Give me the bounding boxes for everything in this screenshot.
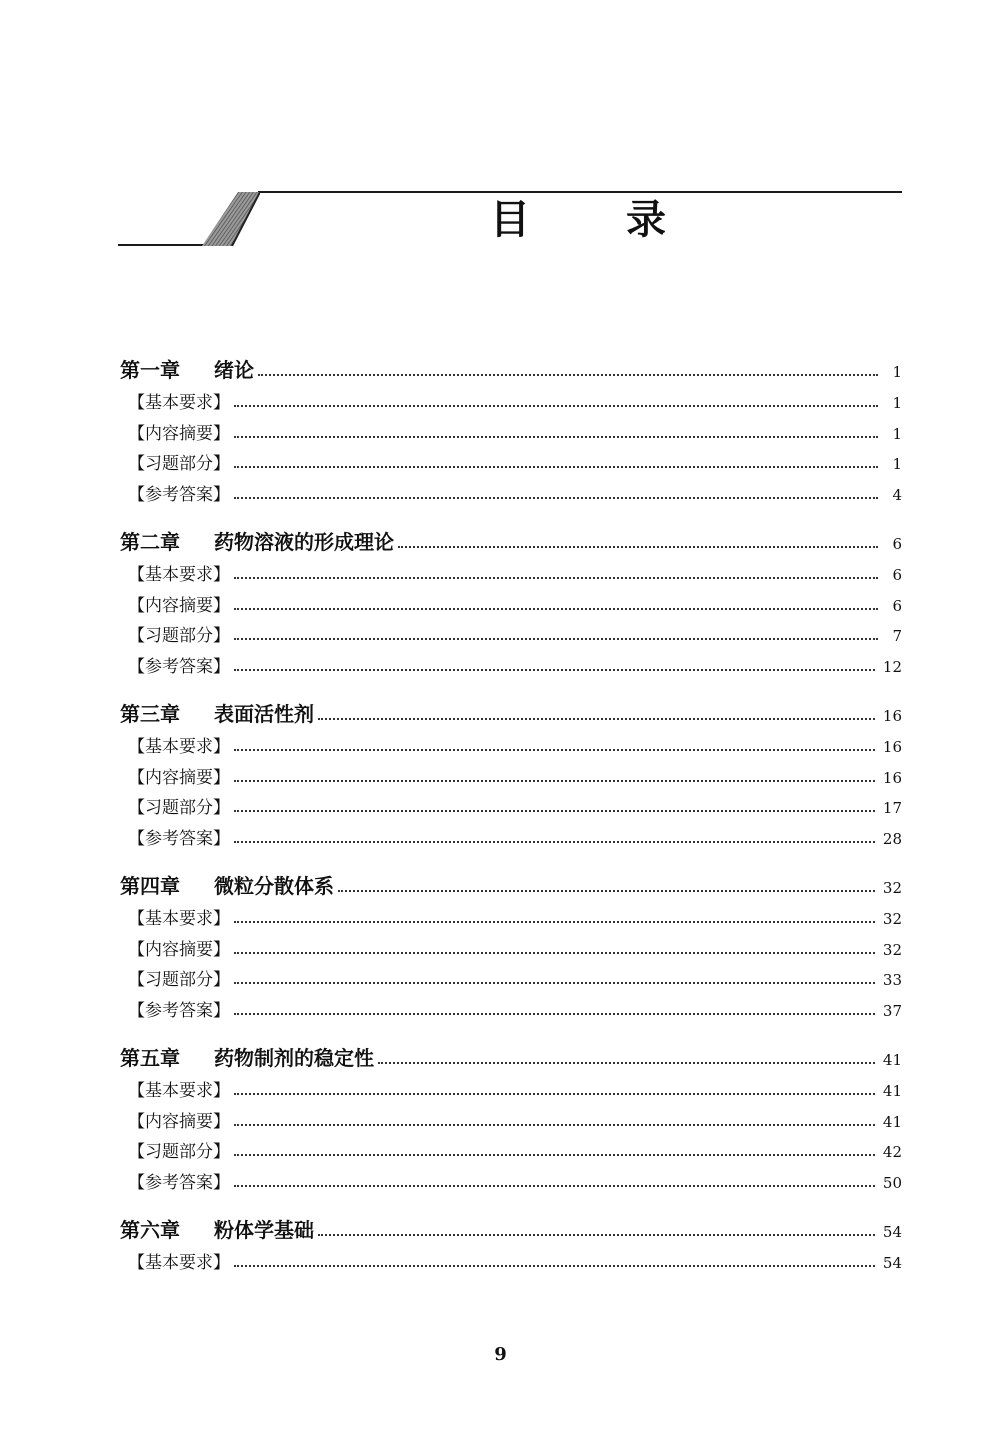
- dot-leader: [234, 780, 875, 782]
- dot-leader: [318, 1234, 875, 1236]
- chapter-title: 表面活性剂: [214, 702, 314, 726]
- dot-leader: [234, 1013, 875, 1015]
- dot-leader: [234, 810, 875, 812]
- chapter-number: 第五章: [120, 1046, 180, 1070]
- section-page-number: 16: [882, 738, 902, 756]
- dot-leader: [234, 1124, 875, 1126]
- dot-leader: [234, 982, 875, 984]
- section-label: 【基本要求】: [128, 393, 230, 413]
- chapter-title: 药物制剂的稳定性: [214, 1046, 374, 1070]
- chapter-title: 药物溶液的形成理论: [214, 530, 394, 554]
- section-label: 【内容摘要】: [128, 939, 230, 960]
- section-label: 【参考答案】: [128, 1172, 230, 1193]
- section-page-number: 50: [882, 1173, 902, 1192]
- dot-leader: [234, 921, 875, 923]
- dot-leader: [234, 405, 878, 407]
- toc-section[interactable]: [120, 621, 902, 652]
- section-page-number: 33: [882, 971, 902, 989]
- section-label: 【基本要求】: [128, 909, 230, 929]
- section-page-number: 16: [882, 768, 902, 787]
- dot-leader: [234, 497, 878, 499]
- section-page-number: 32: [882, 940, 902, 959]
- section-label: 【内容摘要】: [128, 595, 230, 616]
- toc-chapter-3[interactable]: [120, 698, 902, 732]
- section-page-number: 1: [892, 394, 902, 412]
- toc-section[interactable]: [120, 480, 902, 511]
- chapter-number: 第六章: [120, 1218, 180, 1242]
- section-label: 【基本要求】: [128, 1081, 230, 1101]
- chapter-title: 微粒分散体系: [214, 874, 334, 898]
- toc-chapter-6[interactable]: [120, 1214, 902, 1248]
- toc-section[interactable]: [120, 388, 902, 419]
- header-bottom-rule: [118, 244, 208, 246]
- toc-section[interactable]: [120, 1248, 902, 1279]
- toc-chapter-2[interactable]: [120, 526, 902, 560]
- hatched-slash-mark: [198, 192, 260, 246]
- section-page-number: 1: [892, 455, 902, 473]
- section-page-number: 12: [882, 657, 902, 676]
- toc-section[interactable]: [120, 996, 902, 1027]
- toc-chapter-1[interactable]: [120, 354, 902, 388]
- dot-leader: [234, 1185, 875, 1187]
- section-page-number: 1: [892, 424, 902, 443]
- chapter-page-number: 16: [882, 707, 902, 725]
- toc-section[interactable]: [120, 419, 902, 450]
- section-label: 【参考答案】: [128, 484, 230, 505]
- toc-section[interactable]: [120, 793, 902, 824]
- chapter-number: 第二章: [120, 530, 180, 554]
- toc-section[interactable]: [120, 935, 902, 966]
- dot-leader: [258, 374, 878, 376]
- dot-leader: [234, 638, 878, 640]
- chapter-page-number: 6: [892, 535, 902, 553]
- dot-leader: [234, 1154, 875, 1156]
- section-label: 【内容摘要】: [128, 423, 230, 444]
- toc-section[interactable]: [120, 1107, 902, 1138]
- section-label: 【习题部分】: [128, 454, 230, 474]
- dot-leader: [234, 1093, 875, 1095]
- chapter-page-number: 54: [882, 1223, 902, 1241]
- section-page-number: 28: [882, 829, 902, 848]
- section-page-number: 37: [882, 1001, 902, 1020]
- table-of-contents: [120, 354, 902, 1279]
- section-page-number: 4: [892, 485, 902, 504]
- section-page-number: 6: [892, 566, 902, 584]
- toc-section[interactable]: [120, 449, 902, 480]
- chapter-number: 第四章: [120, 874, 180, 898]
- section-page-number: 41: [882, 1082, 902, 1100]
- toc-chapter-5[interactable]: [120, 1042, 902, 1076]
- dot-leader: [234, 466, 878, 468]
- dot-leader: [378, 1062, 875, 1064]
- section-label: 【习题部分】: [128, 798, 230, 818]
- dot-leader: [234, 669, 875, 671]
- toc-chapter-4[interactable]: [120, 870, 902, 904]
- section-label: 【基本要求】: [128, 1253, 230, 1273]
- chapter-title: 绪论: [214, 358, 254, 382]
- dot-leader: [234, 1265, 875, 1267]
- section-label: 【参考答案】: [128, 656, 230, 677]
- toc-section[interactable]: [120, 1137, 902, 1168]
- dot-leader: [234, 608, 878, 610]
- toc-section[interactable]: [120, 1168, 902, 1199]
- section-page-number: 17: [882, 799, 902, 817]
- toc-section[interactable]: [120, 732, 902, 763]
- toc-header: [118, 186, 902, 252]
- toc-section[interactable]: [120, 824, 902, 855]
- dot-leader: [234, 841, 875, 843]
- dot-leader: [318, 718, 875, 720]
- toc-section[interactable]: [120, 965, 902, 996]
- chapter-number: 第一章: [120, 358, 180, 382]
- chapter-page-number: 32: [882, 879, 902, 897]
- header-top-rule: [258, 191, 902, 193]
- section-label: 【基本要求】: [128, 737, 230, 757]
- toc-section[interactable]: [120, 1076, 902, 1107]
- section-page-number: 7: [892, 627, 902, 645]
- toc-section[interactable]: [120, 904, 902, 935]
- toc-section[interactable]: [120, 560, 902, 591]
- section-page-number: 32: [882, 910, 902, 928]
- toc-section[interactable]: [120, 652, 902, 683]
- section-page-number: 41: [882, 1112, 902, 1131]
- section-label: 【内容摘要】: [128, 767, 230, 788]
- dot-leader: [234, 749, 875, 751]
- dot-leader: [234, 436, 878, 438]
- toc-section[interactable]: [120, 591, 902, 622]
- section-label: 【参考答案】: [128, 1000, 230, 1021]
- dot-leader: [338, 890, 875, 892]
- section-label: 【参考答案】: [128, 828, 230, 849]
- section-label: 【内容摘要】: [128, 1111, 230, 1132]
- section-label: 【基本要求】: [128, 565, 230, 585]
- section-label: 【习题部分】: [128, 970, 230, 990]
- chapter-page-number: 41: [882, 1051, 902, 1069]
- chapter-title: 粉体学基础: [214, 1218, 314, 1242]
- chapter-number: 第三章: [120, 702, 180, 726]
- dot-leader: [398, 546, 878, 548]
- section-label: 【习题部分】: [128, 626, 230, 646]
- dot-leader: [234, 577, 878, 579]
- section-page-number: 6: [892, 596, 902, 615]
- dot-leader: [234, 952, 875, 954]
- page-number: 9: [494, 1344, 507, 1365]
- page-title: 目录: [490, 197, 762, 243]
- section-page-number: 42: [882, 1143, 902, 1161]
- toc-section[interactable]: [120, 763, 902, 794]
- section-page-number: 54: [882, 1254, 902, 1272]
- section-label: 【习题部分】: [128, 1142, 230, 1162]
- chapter-page-number: 1: [892, 363, 902, 381]
